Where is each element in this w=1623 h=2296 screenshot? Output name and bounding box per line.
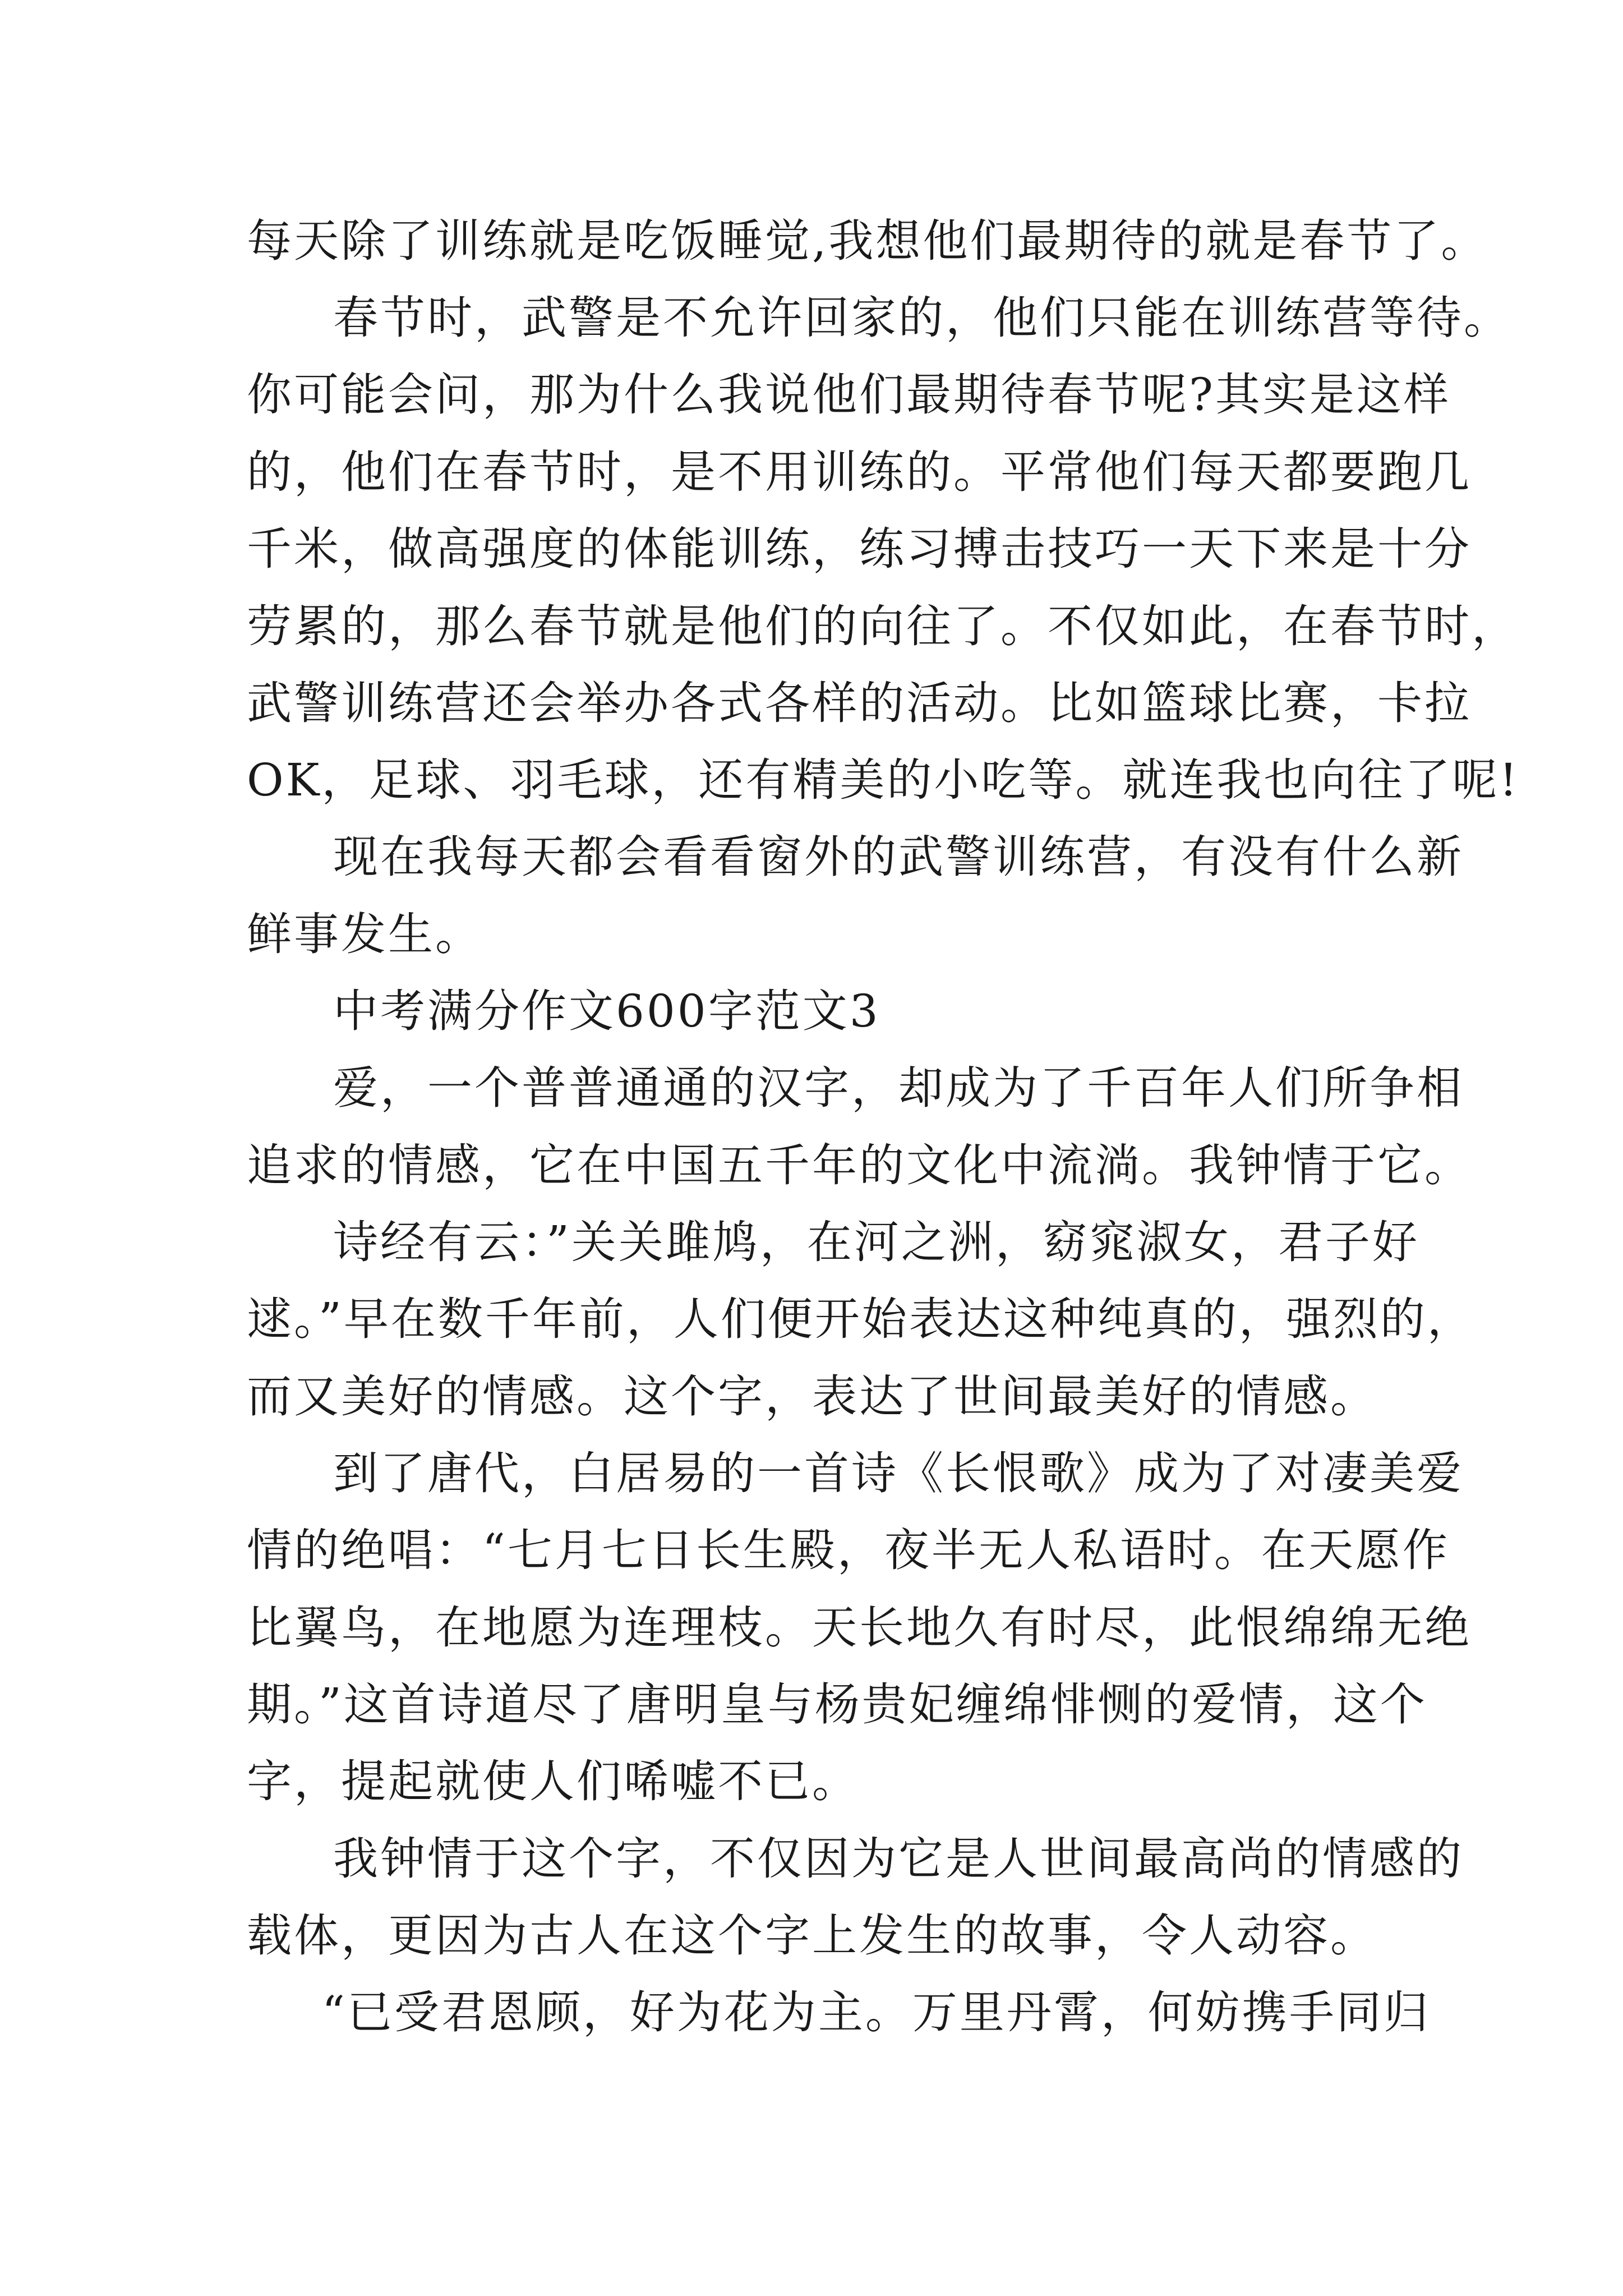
text-line-15: 逑。”早在数千年前，人们便开始表达这种纯真的，强烈的， <box>247 1293 1474 1345</box>
text-line-2: 春节时，武警是不允许回家的，他们只能在训练营等待。 <box>333 292 1511 344</box>
text-line-17: 到了唐代，白居易的一首诗《长恨歌》成为了对凄美爱 <box>333 1447 1464 1499</box>
text-line-5: 千米，做高强度的体能训练，练习搏击技巧一天下来是十分 <box>247 523 1472 575</box>
section-heading: 中考满分作文600字范文3 <box>333 985 880 1037</box>
text-line-9: 现在我每天都会看看窗外的武警训练营，有没有什么新 <box>333 831 1464 883</box>
text-line-18: 情的绝唱：“七月七日长生殿，夜半无人私语时。在天愿作 <box>247 1524 1450 1576</box>
text-line-24: “已受君恩顾，好为花为主。万里丹霄，何妨携手同归 <box>322 1986 1431 2039</box>
text-line-14: 诗经有云：”关关雎鸠，在河之洲，窈窕淑女，君子好 <box>333 1216 1419 1268</box>
text-line-20: 期。”这首诗道尽了唐明皇与杨贵妃缠绵悱恻的爱情，这个 <box>247 1678 1427 1731</box>
text-line-4: 的，他们在春节时，是不用训练的。平常他们每天都要跑几 <box>247 446 1472 498</box>
text-line-19: 比翼鸟，在地愿为连理枝。天长地久有时尽，此恨绵绵无绝 <box>247 1602 1472 1654</box>
text-line-21: 字，提起就使人们唏嘘不已。 <box>247 1755 859 1807</box>
text-line-8: OK，足球、羽毛球，还有精美的小吃等。就连我也向往了呢! <box>247 754 1520 806</box>
text-line-13: 追求的情感，它在中国五千年的文化中流淌。我钟情于它。 <box>247 1139 1472 1191</box>
text-line-6: 劳累的，那么春节就是他们的向往了。不仅如此，在春节时， <box>247 600 1519 652</box>
text-line-10: 鲜事发生。 <box>247 908 482 960</box>
text-line-12: 爱，一个普普通通的汉字，却成为了千百年人们所争相 <box>333 1062 1464 1114</box>
text-line-22: 我钟情于这个字，不仅因为它是人世间最高尚的情感的 <box>333 1833 1464 1885</box>
text-line-16: 而又美好的情感。这个字，表达了世间最美好的情感。 <box>247 1370 1377 1423</box>
text-line-7: 武警训练营还会举办各式各样的活动。比如篮球比赛，卡拉 <box>247 677 1472 729</box>
text-line-1: 每天除了训练就是吃饭睡觉,我想他们最期待的就是春节了。 <box>247 215 1488 267</box>
text-line-3: 你可能会问，那为什么我说他们最期待春节呢?其实是这样 <box>247 369 1451 421</box>
text-line-23: 载体，更因为古人在这个字上发生的故事，令人动容。 <box>247 1910 1377 1962</box>
